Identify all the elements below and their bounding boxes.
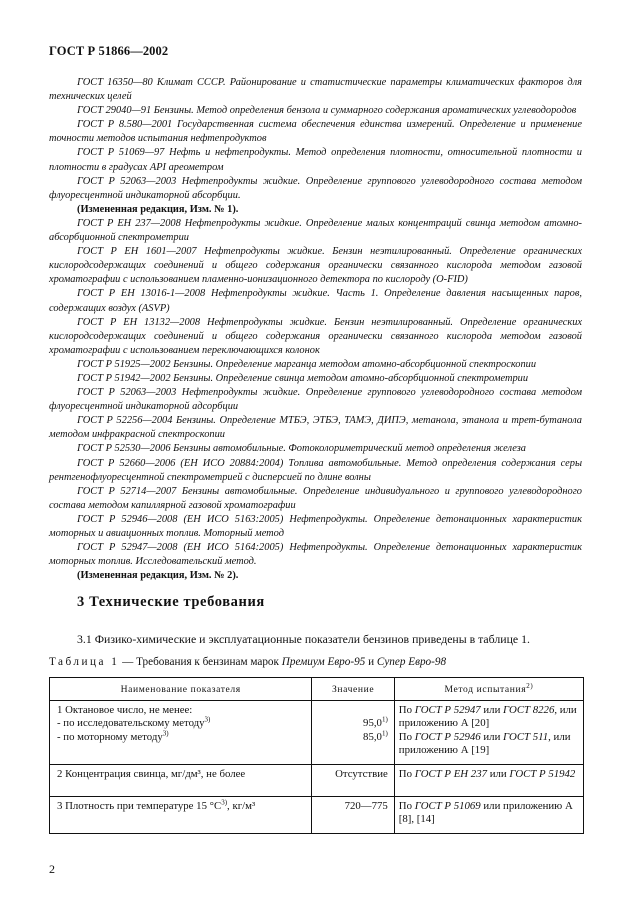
table-row — [50, 700, 584, 764]
cell-value — [312, 700, 394, 764]
row1-method-line: По ГОСТ Р 52946 или ГОСТ 511, или приложению А [19] — [398, 730, 571, 757]
table-row — [50, 796, 584, 833]
reference-item: ГОСТ Р ЕН 1601—2007 Нефтепродукты жидкие. Бензин неэтилированный. Определение органических кислородсодержащих соединений и общего содержания органически связанного кислорода методом газовой хроматографии с использованием пламенно-ионизационного детектора по кислороду (О-FID) — [49, 246, 582, 286]
cell-method — [394, 700, 583, 764]
row1-name-line: - по моторному методу$^{3)}$ — [57, 729, 169, 743]
reference-item: ГОСТ Р 52063—2003 Нефтепродукты жидкие. Определение группового углеводородного состава методом флуоресцентной индикаторной адсорбции — [49, 387, 582, 413]
reference-item: ГОСТ Р ЕН 13016-1—2008 Нефтепродукты жидкие. Часть 1. Определение давления насыщенных паров, содержащих воздух (ASVP) — [49, 288, 582, 314]
reference-item: ГОСТ Р 52946—2008 (ЕН ИСО 5163:2005) Нефтепродукты. Определение детонационных характеристик моторных и авиационных топлив. Моторный метод — [49, 513, 582, 539]
reference-item: ГОСТ 16350—80 Климат СССР. Районирование и статистические параметры климатических факторов для технических целей — [49, 77, 582, 103]
reference-item: ГОСТ Р 51925—2002 Бензины. Определение марганца методом атомно-абсорбционной спектроскопии — [77, 358, 537, 370]
reference-item: ГОСТ Р 52660—2006 (ЕН ИСО 20884:2004) Топлива автомобильные. Метод определения содержания серы рентгенофлуоресцентной спектрометрией с дисперсией по длине волны — [49, 457, 582, 483]
table-caption — [49, 656, 446, 668]
amendment-note: (Измененная редакция, Изм. № 2). — [77, 570, 239, 582]
cell-name: 3 Плотность при температуре 15 °С$^{3)}$, кг/м³ — [50, 796, 312, 833]
document-header: ГОСТ Р 51866—2002 — [49, 44, 169, 58]
cell-value: Отсутствие — [312, 764, 394, 796]
row1-method-line: По ГОСТ Р 52947 или ГОСТ 8226, или приложению А [20] — [398, 703, 577, 730]
reference-item: ГОСТ Р 8.580—2001 Государственная система обеспечения единства измерений. Определение и применение точности методов испытания нефтепродуктов — [49, 119, 582, 145]
reference-item: ГОСТ Р ЕН 13132—2008 Нефтепродукты жидкие. Бензин неэтилированный. Определение органических кислородсодержащих соединений и общего содержания органически связанного кислорода методом газовой хроматографии с использованием переключающихся колонок — [49, 316, 582, 356]
cell-name: 2 Концентрация свинца, мг/дм³, не более — [50, 764, 312, 796]
table-header-row — [50, 678, 584, 701]
table-row — [50, 764, 584, 796]
table-caption-brand-2: Супер Евро-98 — [376, 656, 447, 668]
amendment-note: (Измененная редакция, Изм. № 1). — [77, 203, 239, 215]
cell-method: По ГОСТ Р ЕН 237 или ГОСТ Р 51942 — [394, 764, 583, 796]
table-caption-text: — Требования к бензинам марок — [119, 656, 282, 668]
header-value: Значение — [312, 678, 394, 701]
cell-name — [50, 700, 312, 764]
reference-item: ГОСТ Р ЕН 237—2008 Нефтепродукты жидкие. Определение малых концентраций свинца методом атомно-абсорбционной спектрометрии — [49, 217, 582, 244]
requirements-table — [49, 677, 584, 834]
reference-item: ГОСТ Р 52256—2004 Бензины. Определение МТБЭ, ЭТБЭ, ТАМЭ, ДИПЭ, метанола, этанола и трет-бутанола методом инфракрасной спектроскопии — [49, 415, 582, 441]
table-caption-and: и — [365, 656, 377, 668]
reference-item: ГОСТ Р 52530—2006 Бензины автомобильные. Фотоколориметрический метод определения железа — [77, 443, 526, 455]
table-caption-label: Таблица 1 — [49, 656, 120, 668]
reference-item: ГОСТ Р 52714—2007 Бензины автомобильные. Определение индивидуального и группового углеводородного состава методом капиллярной газовой хроматографии — [49, 485, 582, 511]
reference-item: ГОСТ Р 52947—2008 (ЕН ИСО 5164:2005) Нефтепродукты. Определение детонационных характеристик моторных топлив. Исследовательский метод. — [49, 542, 582, 568]
reference-item: ГОСТ Р 52063—2003 Нефтепродукты жидкие. Определение группового углеводородного состава методом флуоресцентной индикаторной абсорбции. — [49, 175, 582, 201]
reference-item: ГОСТ Р 51942—2002 Бензины. Определение свинца методом атомно-абсорбционной спектрометрии — [77, 372, 529, 384]
reference-item: ГОСТ 29040—91 Бензины. Метод определения бензола и суммарного содержания ароматических углеводородов — [77, 105, 577, 117]
clause-text: 3.1 Физико-химические и эксплуатационные показатели бензинов приведены в таблице 1. — [77, 632, 530, 646]
cell-method: По ГОСТ Р 51069 или приложению А [8], [14] — [394, 796, 583, 833]
row1-name-line: 1 Октановое число, не менее: — [57, 703, 193, 716]
normative-references — [49, 76, 582, 583]
row1-value-line: 95,0$^{1)}$ — [363, 715, 388, 730]
header-name: Наименование показателя — [50, 678, 312, 701]
section-heading: 3 Технические требования — [77, 594, 265, 610]
row1-name-line: - по исследовательскому методу$^{3)}$ — [57, 715, 211, 730]
reference-item: ГОСТ Р 51069—97 Нефть и нефтепродукты. Метод определения плотности, относительной плотности и плотности в градусах API ареометром — [49, 147, 582, 173]
header-method: Метод испытания$^{2)}$ — [394, 678, 583, 701]
page-number: 2 — [49, 862, 55, 876]
cell-value: 720—775 — [312, 796, 394, 833]
row1-value-line: 85,0$^{1)}$ — [363, 729, 388, 743]
table-caption-brand-1: Премиум Евро-95 — [281, 656, 366, 668]
